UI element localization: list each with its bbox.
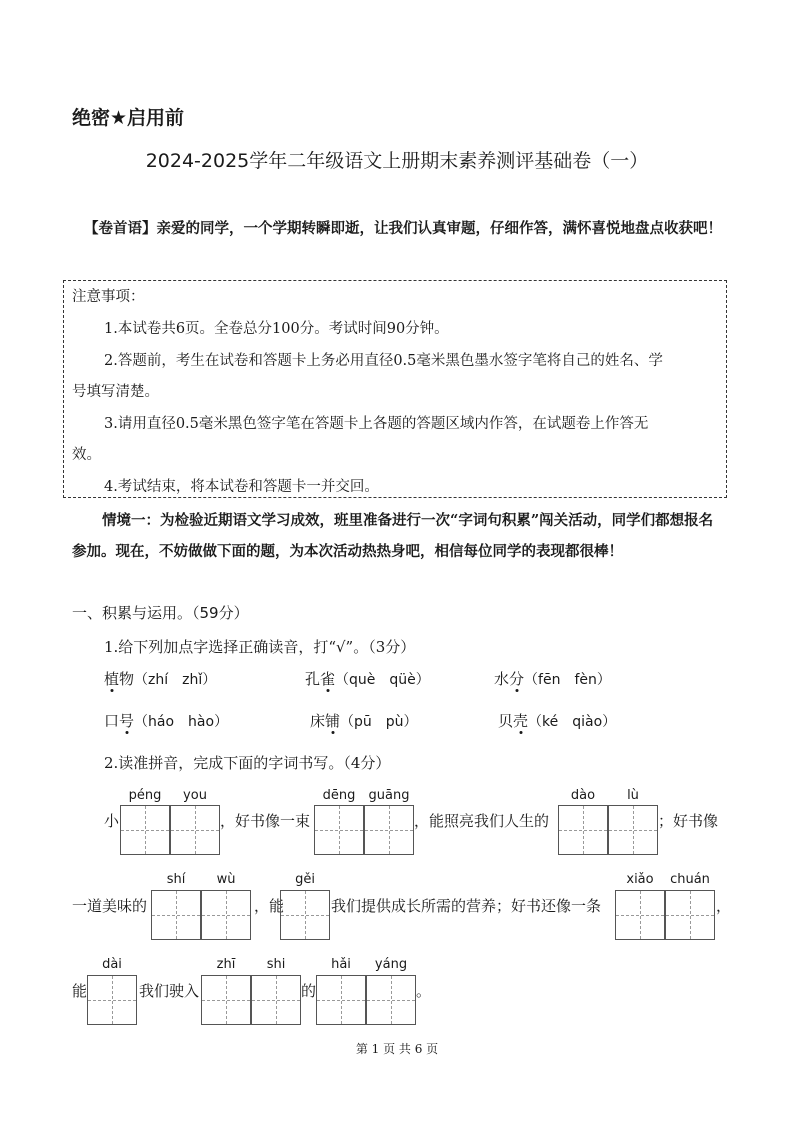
sentence-text: 。 <box>416 982 432 1000</box>
notice-item-2: 2.答题前，考生在试卷和答题卡上务必用直径0.5毫米黑色墨水签字笔将自己的姓名、学 <box>104 353 663 369</box>
dotted-char: 铺 <box>325 712 341 730</box>
section-heading: 一、积累与运用。（59分） <box>72 604 249 622</box>
notice-box <box>63 280 727 498</box>
pinyin-label: lù <box>627 788 639 803</box>
writing-grid-cell[interactable] <box>316 975 366 1025</box>
pinyin-label: hǎi <box>331 957 351 972</box>
reading-item: 贝壳（ké qiào） <box>498 712 617 730</box>
confidential-mark: 绝密★启用前 <box>72 107 185 129</box>
writing-grid-cell[interactable] <box>87 975 137 1025</box>
sentence-text: 我们提供成长所需的营养；好书还像一条 <box>331 897 602 915</box>
pinyin-label: dài <box>102 957 122 972</box>
sentence-text: ，能 <box>254 897 285 915</box>
writing-grid-cell[interactable] <box>280 890 330 940</box>
pinyin-label: chuán <box>670 872 710 887</box>
reading-item: 孔雀（què qüè） <box>305 670 430 688</box>
writing-grid-cell[interactable] <box>364 805 414 855</box>
sentence-text: ，好书像一束 <box>220 812 311 830</box>
pinyin-label: zhī <box>216 957 236 972</box>
dotted-char: 植 <box>104 670 120 688</box>
pinyin-label: shi <box>266 957 286 972</box>
writing-grid-cell[interactable] <box>251 975 301 1025</box>
preface: 【卷首语】亲爱的同学，一个学期转瞬即逝，让我们认真审题，仔细作答，满怀喜悦地盘点收获吧！ <box>84 220 722 237</box>
sentence-text: 小 <box>104 812 120 830</box>
writing-grid-cell[interactable] <box>665 890 715 940</box>
writing-grid-cell[interactable] <box>558 805 608 855</box>
writing-grid-cell[interactable] <box>366 975 416 1025</box>
pinyin-options[interactable]: （fēn fèn） <box>524 672 611 688</box>
writing-grid-cell[interactable] <box>201 975 251 1025</box>
writing-grid-cell[interactable] <box>314 805 364 855</box>
question-1-stem: 1.给下列加点字选择正确读音，打“√”。（3分） <box>104 638 416 656</box>
notice-item-2-cont: 号填写清楚。 <box>72 384 159 400</box>
pinyin-label: yáng <box>374 957 408 972</box>
exam-title: 2024-2025学年二年级语文上册期末素养测评基础卷（一） <box>145 150 649 172</box>
pinyin-label: dào <box>570 788 596 803</box>
pinyin-options[interactable]: （háo hào） <box>134 714 229 730</box>
reading-item: 口号（háo hào） <box>104 712 229 730</box>
sentence-text: 能 <box>72 982 88 1000</box>
reading-item: 植物（zhí zhǐ） <box>104 670 217 688</box>
pinyin-label: shí <box>166 872 186 887</box>
pinyin-label: péng <box>128 788 162 803</box>
pinyin-label: gěi <box>295 872 315 887</box>
sentence-text: 一道美味的 <box>72 897 148 915</box>
page-footer: 第 1 页 共 6 页 <box>355 1042 439 1056</box>
notice-title: 注意事项： <box>72 289 145 305</box>
writing-grid-cell[interactable] <box>608 805 658 855</box>
sentence-text: ， <box>716 897 732 915</box>
pinyin-label: guāng <box>368 788 410 803</box>
writing-grid-cell[interactable] <box>151 890 201 940</box>
notice-item-3: 3.请用直径0.5毫米黑色签字笔在答题卡上各题的答题区域内作答，在试题卷上作答无 <box>104 416 649 432</box>
dotted-char: 分 <box>509 670 525 688</box>
notice-item-3-cont: 效。 <box>72 447 101 463</box>
writing-grid-cell[interactable] <box>170 805 220 855</box>
dotted-char: 号 <box>119 712 135 730</box>
sentence-text: ；好书像 <box>658 812 719 830</box>
context-intro: 情境一：为检验近期语文学习成效，班里准备进行一次“字词句积累”闯关活动，同学们都想报名参加。现在，不妨做做下面的题，为本次活动热热身吧，相信每位同学的表现都很棒！ <box>72 512 714 560</box>
sentence-text: 的 <box>301 982 317 1000</box>
pinyin-options[interactable]: （pū pù） <box>340 714 418 730</box>
notice-item-1: 1.本试卷共6页。全卷总分100分。考试时间90分钟。 <box>104 321 449 337</box>
dotted-char: 壳 <box>513 712 529 730</box>
writing-grid-cell[interactable] <box>120 805 170 855</box>
pinyin-options[interactable]: （zhí zhǐ） <box>134 672 217 688</box>
pinyin-label: you <box>183 788 207 803</box>
pinyin-options[interactable]: （ké qiào） <box>528 714 617 730</box>
notice-item-4: 4.考试结束，将本试卷和答题卡一并交回。 <box>104 479 379 495</box>
question-2-stem: 2.读准拼音，完成下面的字词书写。（4分） <box>104 754 391 772</box>
pinyin-label: xiǎo <box>626 872 654 887</box>
pinyin-label: dēng <box>322 788 356 803</box>
writing-grid-cell[interactable] <box>615 890 665 940</box>
pinyin-label: wù <box>216 872 236 887</box>
sentence-text: 我们驶入 <box>139 982 200 1000</box>
sentence-text: ，能照亮我们人生的 <box>414 812 550 830</box>
reading-item: 床铺（pū pù） <box>310 712 418 730</box>
pinyin-options[interactable]: （què qüè） <box>335 672 430 688</box>
reading-item: 水分（fēn fèn） <box>494 670 611 688</box>
writing-grid-cell[interactable] <box>201 890 251 940</box>
dotted-char: 雀 <box>320 670 336 688</box>
